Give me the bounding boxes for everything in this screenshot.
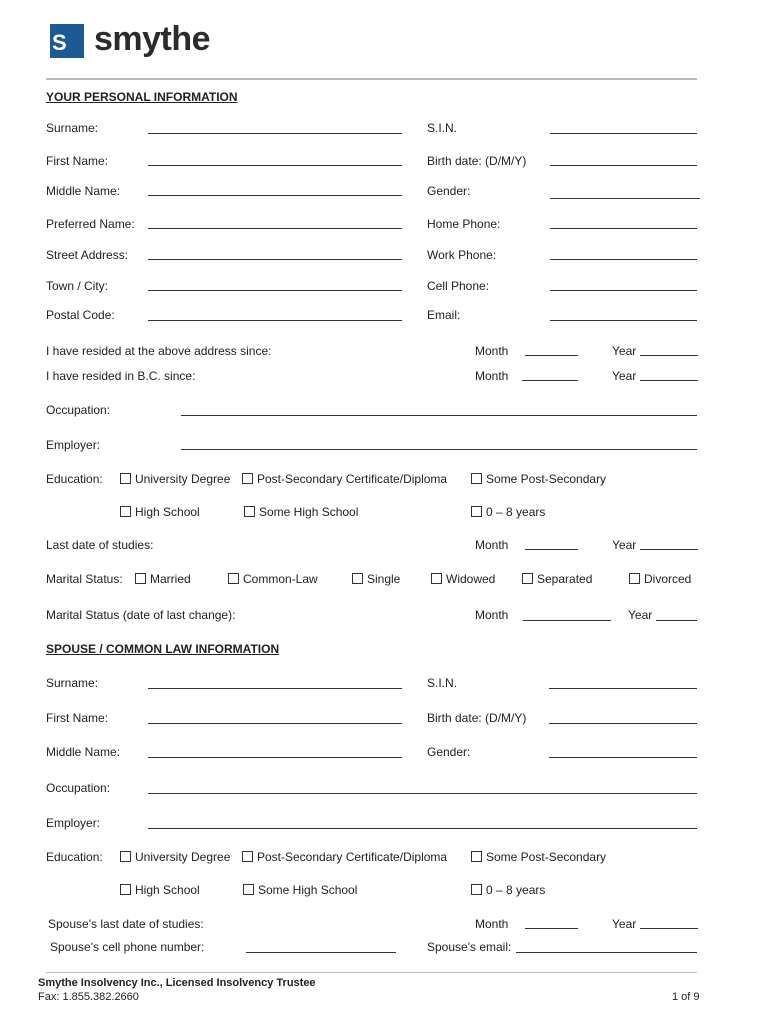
- spouse-edu-some-high-school-checkbox[interactable]: Some High School: [243, 883, 357, 897]
- spouse-sin-label: S.I.N.: [427, 676, 458, 690]
- gender-label: Gender:: [427, 184, 471, 198]
- checkbox-icon: [228, 573, 239, 584]
- checkbox-icon: [244, 506, 255, 517]
- spouse-surname-label: Surname:: [46, 676, 99, 690]
- marital-widowed-checkbox[interactable]: Widowed: [431, 572, 495, 586]
- spouse-edu-zero-eight-checkbox[interactable]: 0 – 8 years: [471, 883, 545, 897]
- spouse-middle-name-label: Middle Name:: [46, 745, 121, 759]
- last-studies-year-field[interactable]: [640, 549, 698, 550]
- footer-fax: Fax: 1.855.382.2660: [38, 991, 139, 1003]
- checkbox-icon: [120, 473, 131, 484]
- spouse-last-studies-year-field[interactable]: [640, 928, 698, 929]
- spouse-occupation-label: Occupation:: [46, 781, 111, 795]
- spouse-edu-some-post-secondary-checkbox[interactable]: Some Post-Secondary: [471, 850, 606, 864]
- edu-high-school-checkbox[interactable]: High School: [120, 505, 200, 519]
- edu-zero-eight-checkbox[interactable]: 0 – 8 years: [471, 505, 545, 519]
- street-address-label: Street Address:: [46, 248, 129, 262]
- logo-wordmark: smythe: [94, 20, 211, 58]
- resided-bc-month-field[interactable]: [522, 380, 578, 381]
- birth-date-label: Birth date: (D/M/Y): [427, 154, 527, 168]
- occupation-label: Occupation:: [46, 403, 111, 417]
- sin-field[interactable]: [550, 133, 697, 134]
- spouse-birth-date-label: Birth date: (D/M/Y): [427, 711, 527, 725]
- spouse-middle-name-field[interactable]: [148, 757, 402, 758]
- spouse-education-label: Education:: [46, 850, 103, 864]
- street-address-field[interactable]: [148, 259, 402, 260]
- spouse-edu-high-school-checkbox[interactable]: High School: [120, 883, 200, 897]
- resided-address-label: I have resided at the above address since:: [46, 344, 272, 358]
- resided-bc-month-label: Month: [475, 369, 509, 383]
- cell-phone-field[interactable]: [550, 290, 697, 291]
- resided-address-month-label: Month: [475, 344, 509, 358]
- spouse-last-studies-year-label: Year: [612, 917, 637, 931]
- resided-bc-year-label: Year: [612, 369, 637, 383]
- spouse-employer-label: Employer:: [46, 816, 101, 830]
- spouse-sin-field[interactable]: [549, 688, 697, 689]
- edu-some-high-school-checkbox[interactable]: Some High School: [244, 505, 358, 519]
- edu-post-secondary-cert-checkbox[interactable]: Post-Secondary Certificate/Diploma: [242, 472, 447, 486]
- marital-change-label: Marital Status (date of last change):: [46, 608, 236, 622]
- checkbox-icon: [120, 851, 131, 862]
- home-phone-field[interactable]: [550, 228, 697, 229]
- employer-label: Employer:: [46, 438, 101, 452]
- town-city-label: Town / City:: [46, 279, 109, 293]
- spouse-email-label: Spouse's email:: [427, 940, 512, 954]
- spouse-birth-date-field[interactable]: [549, 723, 697, 724]
- resided-address-month-field[interactable]: [525, 355, 578, 356]
- spouse-edu-post-secondary-cert-checkbox[interactable]: Post-Secondary Certificate/Diploma: [242, 850, 447, 864]
- work-phone-field[interactable]: [550, 259, 697, 260]
- resided-address-year-label: Year: [612, 344, 637, 358]
- checkbox-icon: [471, 473, 482, 484]
- surname-field[interactable]: [148, 133, 402, 134]
- edu-some-post-secondary-checkbox[interactable]: Some Post-Secondary: [471, 472, 606, 486]
- spouse-edu-university-checkbox[interactable]: University Degree: [120, 850, 230, 864]
- checkbox-icon: [471, 506, 482, 517]
- spouse-employer-field[interactable]: [148, 828, 697, 829]
- spouse-first-name-field[interactable]: [148, 723, 402, 724]
- resided-bc-year-field[interactable]: [640, 380, 698, 381]
- checkbox-icon: [135, 573, 146, 584]
- preferred-name-field[interactable]: [148, 228, 402, 229]
- last-studies-label: Last date of studies:: [46, 538, 154, 552]
- checkbox-icon: [120, 884, 131, 895]
- header-divider: [46, 78, 697, 80]
- checkbox-icon: [471, 884, 482, 895]
- email-label: Email:: [427, 308, 461, 322]
- first-name-label: First Name:: [46, 154, 109, 168]
- town-city-field[interactable]: [148, 290, 402, 291]
- last-studies-month-label: Month: [475, 538, 509, 552]
- marital-common-law-checkbox[interactable]: Common-Law: [228, 572, 318, 586]
- gender-field[interactable]: [550, 198, 700, 199]
- spouse-last-studies-month-label: Month: [475, 917, 509, 931]
- marital-status-label: Marital Status:: [46, 572, 123, 586]
- checkbox-icon: [629, 573, 640, 584]
- spouse-last-studies-month-field[interactable]: [525, 928, 578, 929]
- resided-bc-label: I have resided in B.C. since:: [46, 369, 196, 383]
- footer-company: Smythe Insolvency Inc., Licensed Insolvency Trustee: [38, 977, 316, 989]
- marital-change-year-label: Year: [628, 608, 653, 622]
- spouse-heading: SPOUSE / COMMON LAW INFORMATION: [46, 642, 280, 656]
- personal-heading: YOUR PERSONAL INFORMATION: [46, 90, 238, 104]
- marital-separated-checkbox[interactable]: Separated: [522, 572, 592, 586]
- first-name-field[interactable]: [148, 165, 402, 166]
- last-studies-month-field[interactable]: [525, 549, 578, 550]
- birth-date-field[interactable]: [550, 165, 697, 166]
- checkbox-icon: [431, 573, 442, 584]
- preferred-name-label: Preferred Name:: [46, 217, 135, 231]
- employer-field[interactable]: [181, 449, 697, 450]
- marital-change-month-label: Month: [475, 608, 509, 622]
- postal-code-field[interactable]: [148, 320, 402, 321]
- spouse-gender-field[interactable]: [549, 757, 697, 758]
- postal-code-label: Postal Code:: [46, 308, 115, 322]
- spouse-email-field[interactable]: [516, 952, 697, 953]
- spouse-cell-phone-label: Spouse's cell phone number:: [50, 940, 205, 954]
- occupation-field[interactable]: [181, 415, 697, 416]
- work-phone-label: Work Phone:: [427, 248, 497, 262]
- surname-label: Surname:: [46, 121, 99, 135]
- sin-label: S.I.N.: [427, 121, 458, 135]
- spouse-surname-field[interactable]: [148, 688, 402, 689]
- middle-name-label: Middle Name:: [46, 184, 121, 198]
- middle-name-field[interactable]: [148, 195, 402, 196]
- edu-university-checkbox[interactable]: University Degree: [120, 472, 230, 486]
- spouse-gender-label: Gender:: [427, 745, 471, 759]
- marital-single-checkbox[interactable]: Single: [352, 572, 400, 586]
- education-label: Education:: [46, 472, 103, 486]
- checkbox-icon: [120, 506, 131, 517]
- checkbox-icon: [243, 884, 254, 895]
- checkbox-icon: [522, 573, 533, 584]
- marital-change-month-field[interactable]: [523, 620, 611, 621]
- spouse-occupation-field[interactable]: [148, 793, 697, 794]
- logo-mark: S: [50, 24, 84, 58]
- marital-married-checkbox[interactable]: Married: [135, 572, 191, 586]
- home-phone-label: Home Phone:: [427, 217, 501, 231]
- footer-page-number: 1 of 9: [672, 991, 700, 1003]
- resided-address-year-field[interactable]: [640, 355, 698, 356]
- spouse-last-studies-label: Spouse's last date of studies:: [48, 917, 204, 931]
- last-studies-year-label: Year: [612, 538, 637, 552]
- checkbox-icon: [471, 851, 482, 862]
- email-field[interactable]: [550, 320, 697, 321]
- marital-change-year-field[interactable]: [656, 620, 697, 621]
- marital-divorced-checkbox[interactable]: Divorced: [629, 572, 691, 586]
- cell-phone-label: Cell Phone:: [427, 279, 490, 293]
- checkbox-icon: [352, 573, 363, 584]
- footer-divider: [46, 972, 697, 973]
- checkbox-icon: [242, 473, 253, 484]
- spouse-first-name-label: First Name:: [46, 711, 109, 725]
- checkbox-icon: [242, 851, 253, 862]
- spouse-cell-phone-field[interactable]: [246, 952, 396, 953]
